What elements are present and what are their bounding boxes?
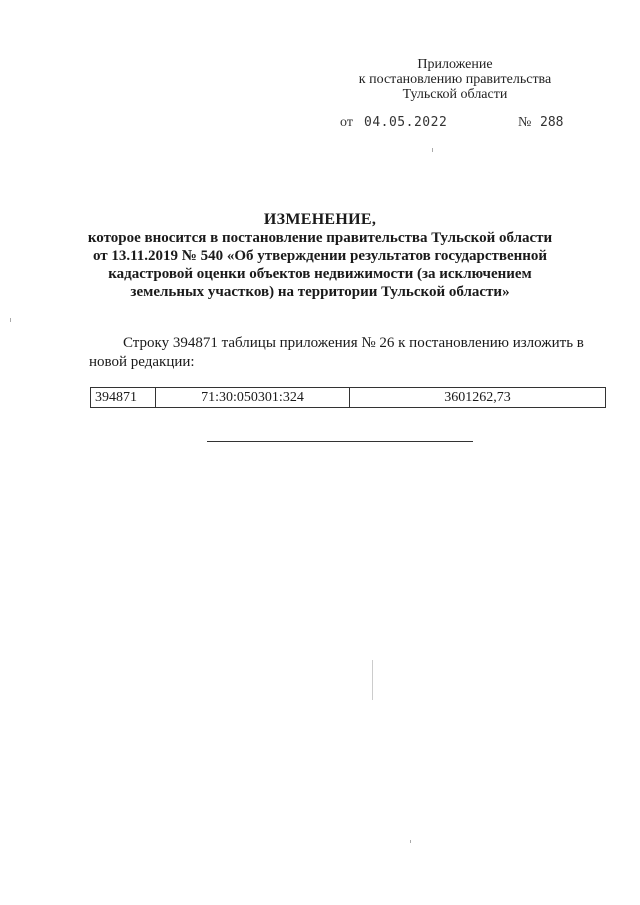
document-number: 288 [540,115,564,130]
document-date: 04.05.2022 [364,115,448,130]
paragraph-line-2: новой редакции: [89,354,195,370]
document-title [60,211,580,301]
end-divider-line [207,441,473,442]
title-heading: ИЗМЕНЕНИЕ, [263,211,377,228]
cadastral-number-cell: 71:30:050301:324 [156,388,350,408]
annex-block [330,57,580,102]
paragraph-line-1: Строку 394871 таблицы приложения № 26 к постановлению изложить в [123,335,584,351]
from-label: от [340,115,353,130]
title-line-1: которое вносится в постановление правительства Тульской области [87,230,553,246]
title-line-2: от 13.11.2019 № 540 «Об утверждении результатов государственной [92,248,548,264]
title-line-4: земельных участков) на территории Тульской области» [130,284,510,300]
scan-speck [432,148,433,152]
cadastral-value-cell: 3601262,73 [350,388,606,408]
scan-speck [372,660,373,700]
scan-speck [410,840,411,843]
table-row [91,388,606,408]
annex-line-3: Тульской области [402,87,508,102]
title-line-3: кадастровой оценки объектов недвижимости (за исключением [108,266,532,282]
cadastral-table [90,387,606,408]
number-sign: № [518,115,532,130]
annex-line-1: Приложение [417,57,493,72]
row-number-cell: 394871 [91,388,156,408]
scan-speck [10,318,11,322]
stamp-row [340,115,580,135]
annex-line-2: к постановлению правительства [358,72,552,87]
